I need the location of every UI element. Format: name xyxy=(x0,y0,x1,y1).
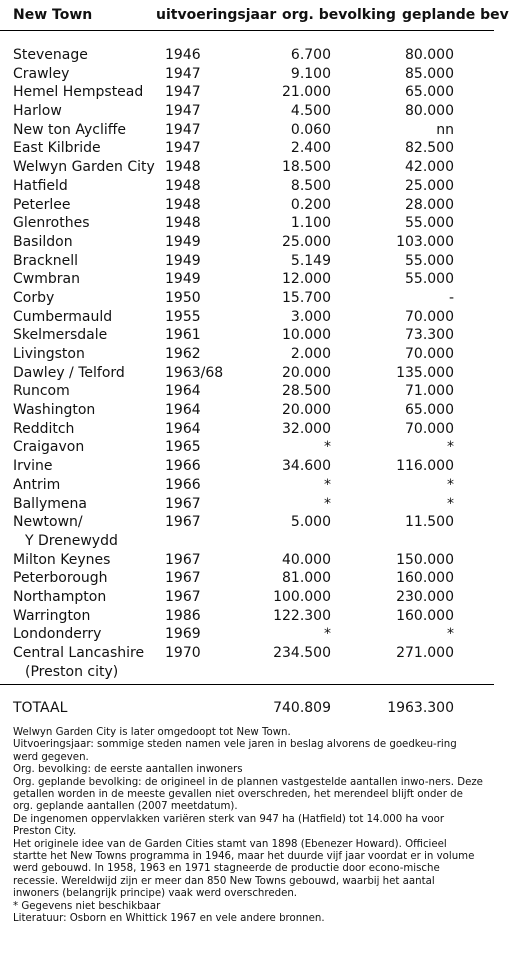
total-divider xyxy=(0,684,494,685)
plan-cell: 80.000 xyxy=(405,47,454,63)
table-row xyxy=(0,121,494,140)
table-row xyxy=(0,196,494,215)
year-cell: 1962 xyxy=(165,346,201,362)
pop-cell: 2.000 xyxy=(290,346,331,362)
year-cell: 1964 xyxy=(165,420,201,437)
year-cell: 1964 xyxy=(165,402,201,419)
pop-cell: 1.100 xyxy=(290,215,331,232)
year-cell: 1967 xyxy=(165,495,201,512)
year-cell: 1969 xyxy=(165,626,201,643)
town-name: Runcom xyxy=(13,383,70,400)
table-row xyxy=(0,438,494,457)
pop-cell: 25.000 xyxy=(282,233,331,250)
table-row xyxy=(0,139,494,158)
footnote: Literatuur: Osborn en Whittick 1967 en vele andere bronnen. xyxy=(13,913,325,925)
table-row xyxy=(0,65,494,84)
pop-cell: 40.000 xyxy=(282,551,331,568)
town-name: Central Lancashire (Preston city) xyxy=(13,645,145,680)
year-cell: 1949 xyxy=(165,233,201,250)
plan-cell: 70.000 xyxy=(405,420,454,437)
year-cell: 1949 xyxy=(165,252,201,269)
year-cell: 1947 xyxy=(165,140,201,157)
plan-cell: 65.000 xyxy=(405,402,454,419)
town-name: Milton Keynes xyxy=(13,551,111,568)
pop-cell: 9.100 xyxy=(290,65,331,82)
town-name: Warrington xyxy=(13,607,91,624)
pop-cell: * xyxy=(324,495,331,512)
pop-cell: * xyxy=(324,626,331,643)
town-name: Craigavon xyxy=(13,439,85,456)
town-name: Ballymena xyxy=(13,495,87,512)
plan-cell: * xyxy=(447,439,454,456)
table-row xyxy=(0,401,494,420)
plan-cell: 55.000 xyxy=(405,271,454,288)
pop-cell: 21.000 xyxy=(282,84,331,101)
table-row xyxy=(0,588,494,607)
year-cell: 1966 xyxy=(165,458,201,475)
pop-cell: 122.300 xyxy=(273,607,331,624)
header-divider xyxy=(0,30,494,31)
pop-cell: 0.060 xyxy=(290,121,331,138)
town-name: Harlow xyxy=(13,103,62,120)
table-row xyxy=(0,382,494,401)
pop-cell: 2.400 xyxy=(290,140,331,157)
pop-cell: 20.000 xyxy=(282,364,331,381)
table-row xyxy=(0,551,494,570)
table-row xyxy=(0,364,494,383)
table-row xyxy=(0,476,494,495)
town-name: Irvine xyxy=(13,458,53,475)
plan-cell: * xyxy=(447,626,454,643)
footnote: * Gegevens niet beschikbaar xyxy=(13,900,161,912)
table-row xyxy=(0,83,494,102)
total-row xyxy=(0,698,494,718)
town-name: Stevenage xyxy=(13,47,88,63)
plan-cell: 230.000 xyxy=(396,588,454,605)
year-cell: 1948 xyxy=(165,196,201,213)
town-name: Crawley xyxy=(13,65,70,82)
footnote: Org. geplande bevolking: de origineel in de plannen vastgestelde aantallen inwo-ners. Deze getallen worden in de meeste gevallen niet overschreden, het merendeel blijft onder de org. geplande aantallen (2007 meetdatum). xyxy=(13,776,483,813)
pop-cell: 4.500 xyxy=(290,103,331,120)
town-name: Antrim xyxy=(13,476,61,493)
plan-cell: - xyxy=(448,289,454,306)
year-cell: 1947 xyxy=(165,65,201,82)
plan-cell: 116.000 xyxy=(396,458,454,475)
pop-cell: * xyxy=(324,439,331,456)
plan-cell: 28.000 xyxy=(405,196,454,213)
town-name: Corby xyxy=(13,289,55,306)
pop-cell: 18.500 xyxy=(282,159,331,176)
pop-cell: 3.000 xyxy=(290,308,331,325)
pop-cell: 12.000 xyxy=(282,271,331,288)
table-row xyxy=(0,46,494,65)
table-row xyxy=(0,326,494,345)
plan-cell: 70.000 xyxy=(405,346,454,362)
table-row xyxy=(0,308,494,327)
year-cell: 1947 xyxy=(165,121,201,138)
year-cell: 1967 xyxy=(165,551,201,568)
year-cell: 1967 xyxy=(165,514,201,531)
town-name: Peterlee xyxy=(13,196,71,213)
plan-cell: 85.000 xyxy=(405,65,454,82)
year-cell: 1964 xyxy=(165,383,201,400)
plan-cell: 73.300 xyxy=(405,327,454,344)
year-cell: 1967 xyxy=(165,588,201,605)
town-name: Redditch xyxy=(13,420,75,437)
plan-cell: 82.500 xyxy=(405,140,454,157)
town-name: Newtown/ Y Drenewydd xyxy=(13,514,118,549)
header-new-town: New Town xyxy=(13,7,93,23)
town-name: Hemel Hempstead xyxy=(13,84,144,101)
table-row xyxy=(0,607,494,626)
plan-cell: 71.000 xyxy=(405,383,454,400)
plan-cell: 150.000 xyxy=(396,551,454,568)
table-body xyxy=(0,46,494,681)
table-row xyxy=(0,457,494,476)
year-cell: 1970 xyxy=(165,645,201,662)
town-name: Glenrothes xyxy=(13,215,90,232)
pop-cell: * xyxy=(324,476,331,493)
pop-cell: 5.149 xyxy=(290,252,331,269)
plan-cell: 25.000 xyxy=(405,177,454,194)
pop-cell: 100.000 xyxy=(273,588,331,605)
footnote: De ingenomen oppervlakken variëren sterk van 947 ha (Hatfield) tot 14.000 ha voor Preston City. xyxy=(13,813,445,838)
plan-cell: 70.000 xyxy=(405,308,454,325)
town-name: Basildon xyxy=(13,233,73,250)
year-cell: 1946 xyxy=(165,47,201,63)
year-cell: 1948 xyxy=(165,177,201,194)
total-label: TOTAAL xyxy=(13,700,68,716)
town-name: Cwmbran xyxy=(13,271,80,288)
town-name: Hatfield xyxy=(13,177,68,194)
table-row xyxy=(0,495,494,514)
town-name: Livingston xyxy=(13,346,85,362)
table-row xyxy=(0,289,494,308)
town-name: Cumbermauld xyxy=(13,308,113,325)
pop-cell: 6.700 xyxy=(290,47,331,63)
table-row xyxy=(0,233,494,252)
year-cell: 1948 xyxy=(165,215,201,232)
pop-cell: 32.000 xyxy=(282,420,331,437)
town-name: Bracknell xyxy=(13,252,79,269)
year-cell: 1966 xyxy=(165,476,201,493)
plan-cell: nn xyxy=(436,121,454,138)
pop-cell: 20.000 xyxy=(282,402,331,419)
total-plan: 1963.300 xyxy=(387,700,454,716)
year-cell: 1948 xyxy=(165,159,201,176)
town-name: Londonderry xyxy=(13,626,102,643)
town-name: Welwyn Garden City xyxy=(13,159,155,176)
table-row xyxy=(0,644,494,681)
pop-cell: 10.000 xyxy=(282,327,331,344)
plan-cell: 103.000 xyxy=(396,233,454,250)
table-row xyxy=(0,569,494,588)
plan-cell: 160.000 xyxy=(396,607,454,624)
year-cell: 1947 xyxy=(165,84,201,101)
total-pop: 740.809 xyxy=(273,700,331,716)
plan-cell: * xyxy=(447,495,454,512)
year-cell: 1949 xyxy=(165,271,201,288)
town-name: Peterborough xyxy=(13,570,108,587)
table-row xyxy=(0,158,494,177)
pop-cell: 81.000 xyxy=(282,570,331,587)
town-name: Skelmersdale xyxy=(13,327,108,344)
plan-cell: 135.000 xyxy=(396,364,454,381)
town-name: Dawley / Telford xyxy=(13,364,125,381)
table-row xyxy=(0,420,494,439)
pop-cell: 28.500 xyxy=(282,383,331,400)
table-header xyxy=(0,7,509,29)
year-cell: 1967 xyxy=(165,570,201,587)
pop-cell: 234.500 xyxy=(273,645,331,662)
footnote: Uitvoeringsjaar: sommige steden namen vele jaren in beslag alvorens de goedkeu-ring werd gegeven. xyxy=(13,739,457,763)
pop-cell: 8.500 xyxy=(290,177,331,194)
header-geplande-bev: geplande bev xyxy=(402,7,509,23)
plan-cell: * xyxy=(447,476,454,493)
plan-cell: 11.500 xyxy=(405,514,454,531)
pop-cell: 0.200 xyxy=(290,196,331,213)
year-cell: 1963/68 xyxy=(165,364,224,381)
footnote: Welwyn Garden City is later omgedoopt tot New Town. xyxy=(13,727,291,738)
town-name: Washington xyxy=(13,402,96,419)
table-row xyxy=(0,625,494,644)
plan-cell: 80.000 xyxy=(405,103,454,120)
plan-cell: 160.000 xyxy=(396,570,454,587)
year-cell: 1965 xyxy=(165,439,201,456)
year-cell: 1950 xyxy=(165,289,201,306)
year-cell: 1986 xyxy=(165,607,201,624)
header-uitvoeringsjaar: uitvoeringsjaar xyxy=(156,7,277,23)
plan-cell: 55.000 xyxy=(405,215,454,232)
table-row xyxy=(0,345,494,364)
year-cell: 1947 xyxy=(165,103,201,120)
table-row xyxy=(0,513,494,550)
pop-cell: 5.000 xyxy=(290,514,331,531)
table-row xyxy=(0,214,494,233)
plan-cell: 65.000 xyxy=(405,84,454,101)
footnote: Het originele idee van de Garden Cities stamt van 1898 (Ebenezer Howard). Officieel startte het New Towns programma in 1946, maar het duurde vijf jaar voordat er in volume werd gebouwd. In 1958, 1963 en 1971 stagneerde de productie door econo-mische recessie. Wereldwijd zijn er meer dan 850 New Towns gebouwd, waarbij het aantal inwoners (belangrijk principe) vaak werd overschreden. xyxy=(13,838,475,900)
pop-cell: 34.600 xyxy=(282,458,331,475)
table-row xyxy=(0,252,494,271)
plan-cell: 42.000 xyxy=(405,159,454,176)
pop-cell: 15.700 xyxy=(282,289,331,306)
plan-cell: 271.000 xyxy=(396,645,454,662)
year-cell: 1955 xyxy=(165,308,201,325)
footnote: Org. bevolking: de eerste aantallen inwoners xyxy=(13,764,243,776)
year-cell: 1961 xyxy=(165,327,201,344)
table-row xyxy=(0,270,494,289)
header-org-bevolking: org. bevolking xyxy=(282,7,396,23)
town-name: East Kilbride xyxy=(13,140,101,157)
town-name: Northampton xyxy=(13,588,107,605)
town-name: New ton Aycliffe xyxy=(13,121,127,138)
table-row xyxy=(0,102,494,121)
plan-cell: 55.000 xyxy=(405,252,454,269)
footnotes xyxy=(13,727,483,926)
table-row xyxy=(0,177,494,196)
